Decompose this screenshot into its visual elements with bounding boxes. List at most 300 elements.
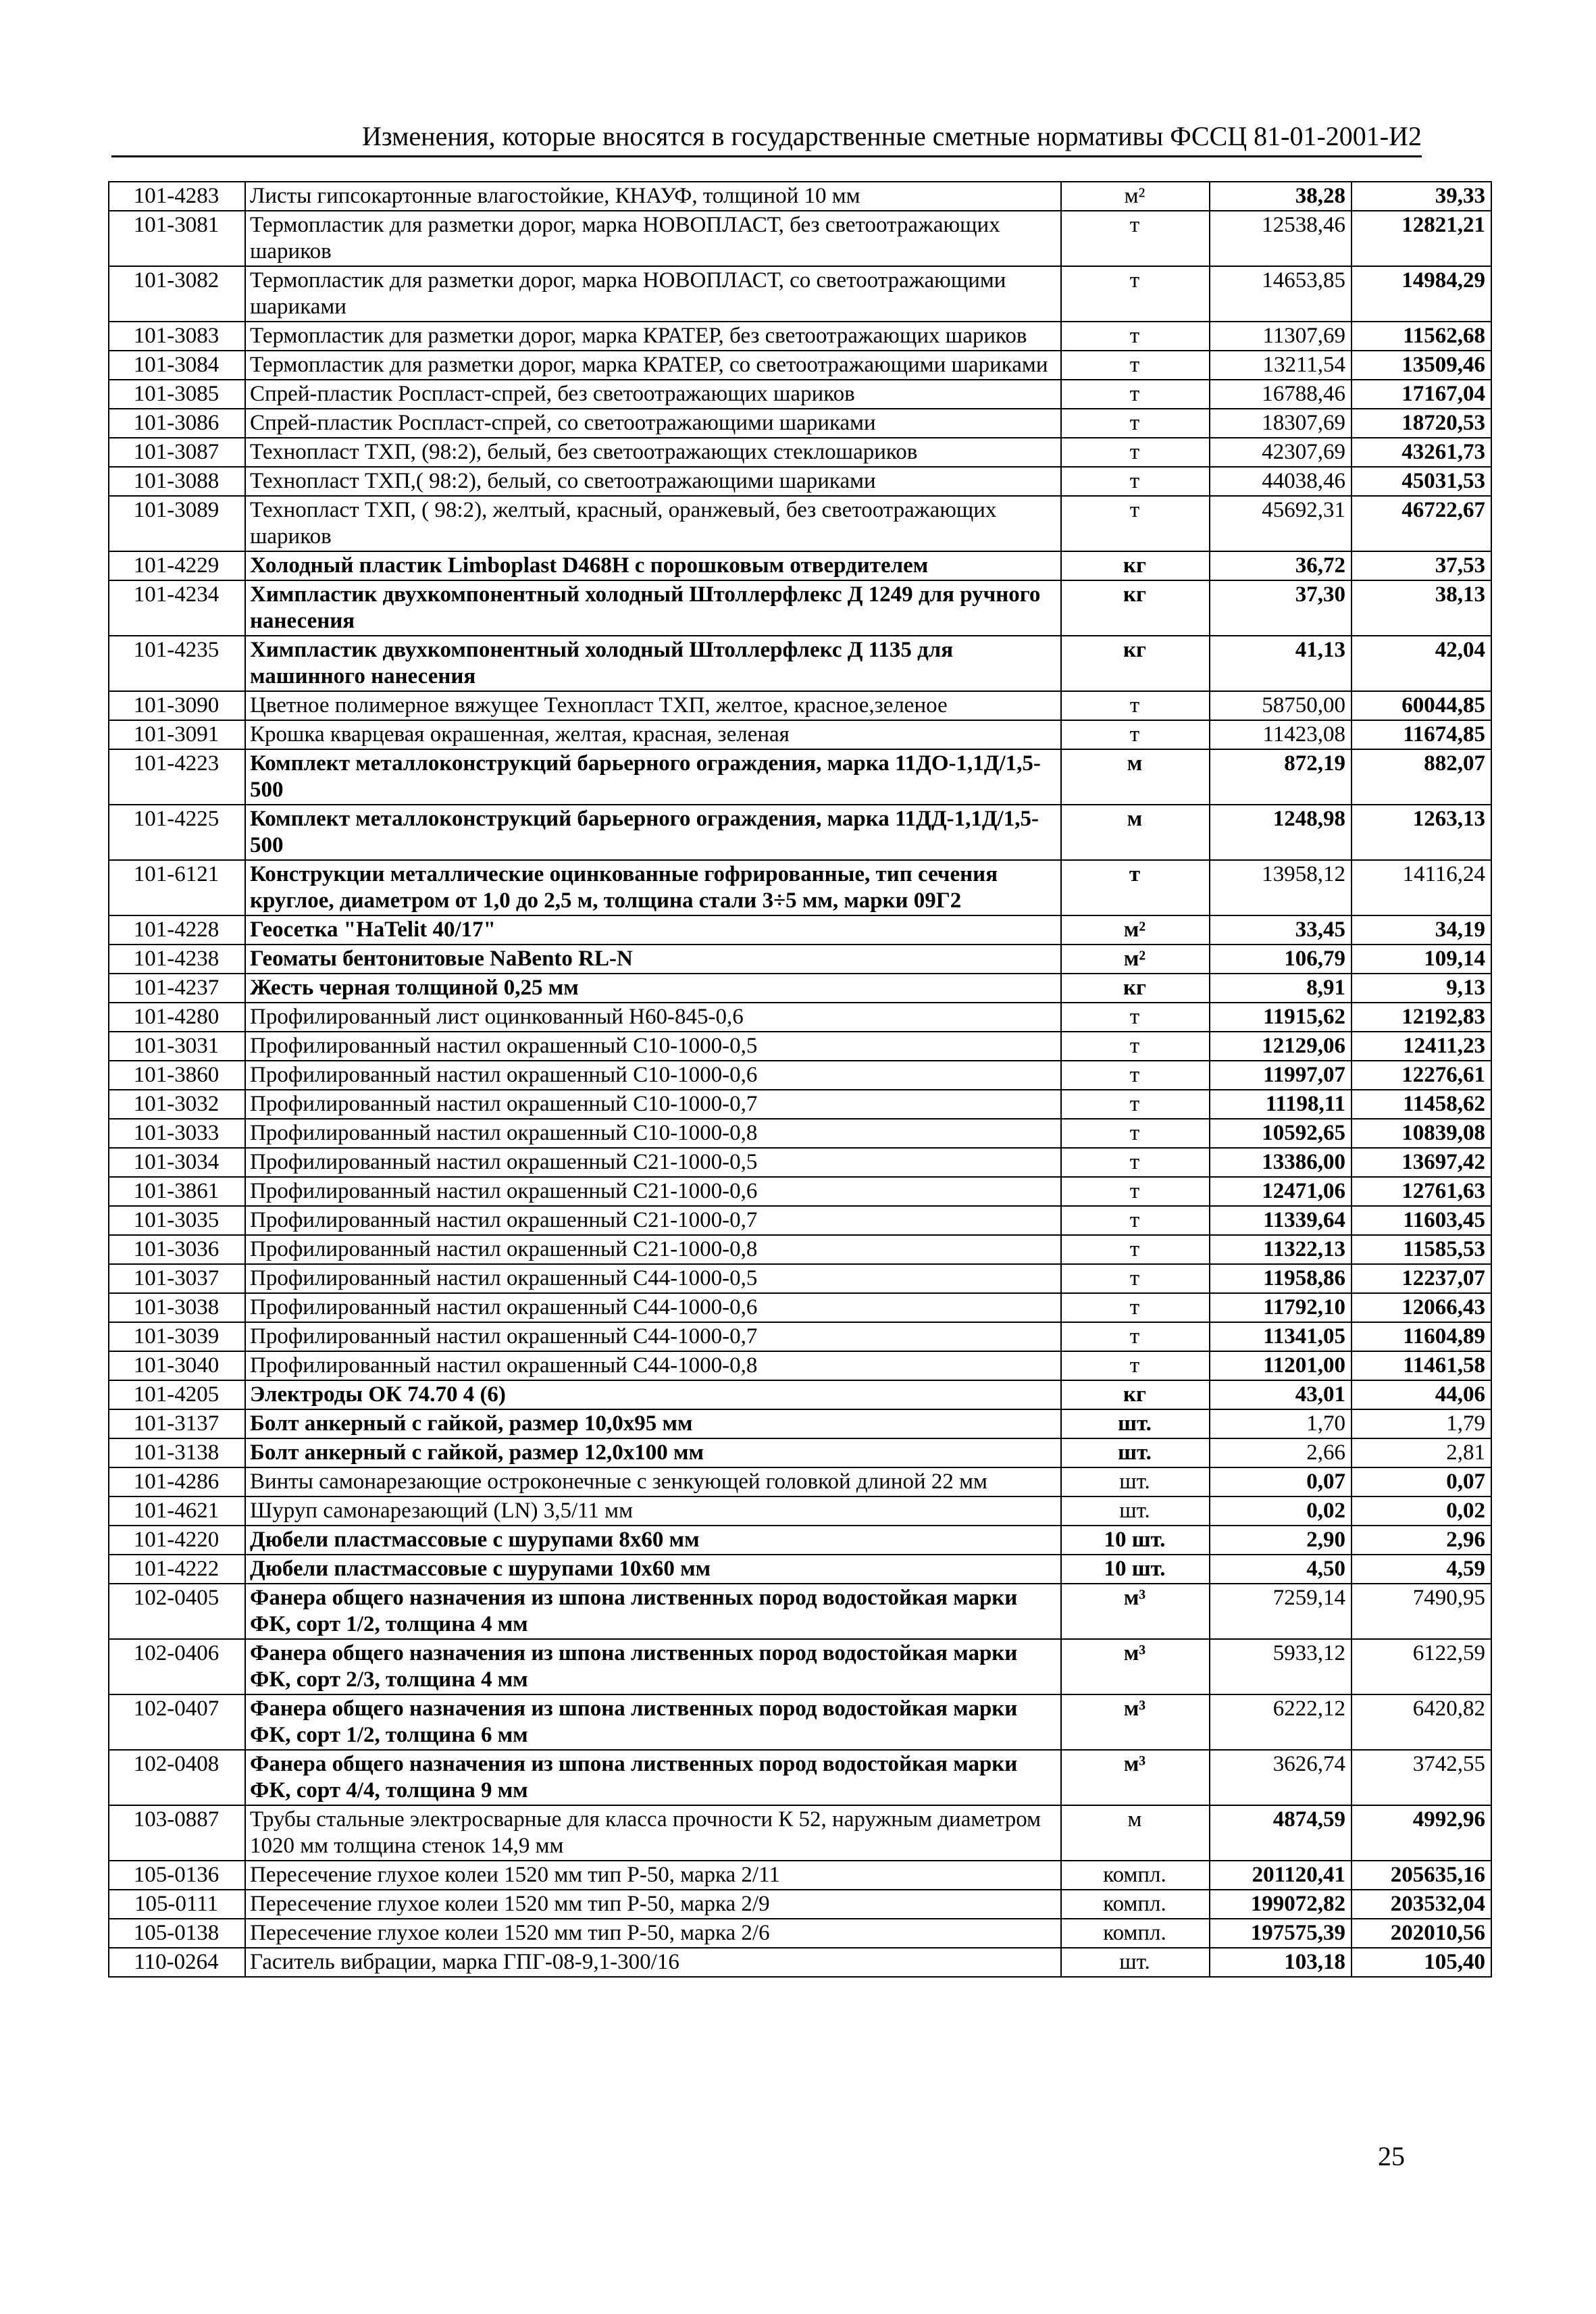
cell-price-current: 1,70 [1210, 1409, 1352, 1438]
cell-price-current: 13211,54 [1210, 351, 1352, 380]
cell-price-new: 1,79 [1352, 1409, 1491, 1438]
cell-code: 105-0111 [109, 1890, 245, 1919]
cell-code: 101-3033 [109, 1119, 245, 1148]
cell-unit: м [1061, 749, 1210, 805]
cell-unit: т [1061, 1119, 1210, 1148]
table-row [109, 1750, 1491, 1805]
cell-unit: м² [1061, 915, 1210, 945]
cell-price-current: 3626,74 [1210, 1750, 1352, 1805]
cell-unit: т [1061, 496, 1210, 551]
cell-price-current: 199072,82 [1210, 1890, 1352, 1919]
cell-unit: 10 шт. [1061, 1555, 1210, 1584]
cell-code: 101-4225 [109, 805, 245, 860]
cell-name: Фанера общего назначения из шпона лиственных пород водостойкая марки ФК, сорт 1/2, толщина 6 мм [245, 1694, 1061, 1750]
cell-code: 101-3032 [109, 1090, 245, 1119]
cell-code: 102-0408 [109, 1750, 245, 1805]
cell-price-new: 105,40 [1352, 1948, 1491, 1977]
cell-name: Профилированный настил окрашенный С44-1000-0,8 [245, 1351, 1061, 1380]
cell-price-current: 12471,06 [1210, 1177, 1352, 1206]
cell-price-new: 6420,82 [1352, 1694, 1491, 1750]
cell-name: Болт анкерный с гайкой, размер 10,0х95 мм [245, 1409, 1061, 1438]
cell-price-new: 11604,89 [1352, 1322, 1491, 1351]
cell-name: Пересечение глухое колеи 1520 мм тип Р-50, марка 2/6 [245, 1919, 1061, 1948]
cell-price-current: 7259,14 [1210, 1584, 1352, 1639]
cell-price-new: 0,02 [1352, 1496, 1491, 1526]
cell-code: 101-4237 [109, 974, 245, 1003]
table-row [109, 1148, 1491, 1177]
cell-name: Термопластик для разметки дорог, марка КРАТЕР, без светоотражающих шариков [245, 322, 1061, 351]
cell-price-current: 43,01 [1210, 1380, 1352, 1409]
cell-price-current: 13958,12 [1210, 860, 1352, 915]
table-row [109, 1177, 1491, 1206]
cell-price-new: 4992,96 [1352, 1805, 1491, 1861]
cell-code: 101-3137 [109, 1409, 245, 1438]
cell-price-current: 11792,10 [1210, 1293, 1352, 1322]
cell-price-new: 14116,24 [1352, 860, 1491, 915]
cell-code: 101-3031 [109, 1032, 245, 1061]
table-row [109, 1322, 1491, 1351]
cell-price-new: 13697,42 [1352, 1148, 1491, 1177]
cell-price-current: 11339,64 [1210, 1206, 1352, 1235]
cell-price-current: 38,28 [1210, 182, 1352, 211]
cell-unit: кг [1061, 974, 1210, 1003]
cell-unit: т [1061, 1351, 1210, 1380]
cell-price-new: 11458,62 [1352, 1090, 1491, 1119]
cell-name: Фанера общего назначения из шпона лиственных пород водостойкая марки ФК, сорт 4/4, толщина 9 мм [245, 1750, 1061, 1805]
table-row [109, 1293, 1491, 1322]
cell-name: Технопласт ТХП,( 98:2), белый, со светоотражающими шариками [245, 467, 1061, 496]
price-table-body [109, 182, 1491, 1977]
cell-price-current: 2,90 [1210, 1526, 1352, 1555]
cell-price-new: 12411,23 [1352, 1032, 1491, 1061]
cell-unit: т [1061, 1206, 1210, 1235]
cell-price-current: 11341,05 [1210, 1322, 1352, 1351]
cell-name: Профилированный лист оцинкованный Н60-845-0,6 [245, 1003, 1061, 1032]
cell-code: 101-3082 [109, 266, 245, 322]
cell-price-new: 12066,43 [1352, 1293, 1491, 1322]
cell-price-new: 43261,73 [1352, 438, 1491, 467]
table-row [109, 1639, 1491, 1694]
cell-unit: т [1061, 409, 1210, 438]
cell-price-current: 4,50 [1210, 1555, 1352, 1584]
table-row [109, 467, 1491, 496]
table-row [109, 720, 1491, 749]
cell-name: Профилированный настил окрашенный С21-1000-0,6 [245, 1177, 1061, 1206]
cell-price-new: 34,19 [1352, 915, 1491, 945]
table-row [109, 1380, 1491, 1409]
cell-price-current: 12538,46 [1210, 211, 1352, 266]
cell-price-new: 10839,08 [1352, 1119, 1491, 1148]
cell-price-current: 5933,12 [1210, 1639, 1352, 1694]
cell-name: Профилированный настил окрашенный С10-1000-0,6 [245, 1061, 1061, 1090]
table-row [109, 860, 1491, 915]
cell-code: 101-4229 [109, 551, 245, 580]
cell-name: Технопласт ТХП, (98:2), белый, без светоотражающих стеклошариков [245, 438, 1061, 467]
cell-unit: компл. [1061, 1890, 1210, 1919]
table-row [109, 1805, 1491, 1861]
cell-price-current: 10592,65 [1210, 1119, 1352, 1148]
table-row [109, 551, 1491, 580]
cell-price-new: 6122,59 [1352, 1639, 1491, 1694]
cell-code: 102-0406 [109, 1639, 245, 1694]
cell-name: Химпластик двухкомпонентный холодный Штоллерфлекс Д 1135 для машинного нанесения [245, 636, 1061, 691]
cell-price-current: 37,30 [1210, 580, 1352, 636]
cell-price-new: 109,14 [1352, 945, 1491, 974]
cell-price-current: 103,18 [1210, 1948, 1352, 1977]
cell-name: Термопластик для разметки дорог, марка НОВОПЛАСТ, со светоотражающими шариками [245, 266, 1061, 322]
cell-price-new: 14984,29 [1352, 266, 1491, 322]
cell-price-new: 4,59 [1352, 1555, 1491, 1584]
cell-price-current: 11915,62 [1210, 1003, 1352, 1032]
cell-price-new: 38,13 [1352, 580, 1491, 636]
table-row [109, 380, 1491, 409]
cell-name: Цветное полимерное вяжущее Технопласт ТХП, желтое, красное,зеленое [245, 691, 1061, 720]
cell-price-new: 205635,16 [1352, 1861, 1491, 1890]
cell-code: 101-6121 [109, 860, 245, 915]
cell-code: 101-3086 [109, 409, 245, 438]
cell-name: Трубы стальные электросварные для класса прочности К 52, наружным диаметром 1020 мм толщина стенок 14,9 мм [245, 1805, 1061, 1861]
cell-unit: шт. [1061, 1496, 1210, 1526]
cell-unit: т [1061, 860, 1210, 915]
cell-unit: т [1061, 1177, 1210, 1206]
cell-name: Термопластик для разметки дорог, марка НОВОПЛАСТ, без светоотражающих шариков [245, 211, 1061, 266]
table-row [109, 409, 1491, 438]
cell-price-current: 14653,85 [1210, 266, 1352, 322]
cell-name: Конструкции металлические оцинкованные гофрированные, тип сечения круглое, диаметром от 1,0 до 2,5 м, толщина стали 3÷5 мм, марки 09Г2 [245, 860, 1061, 915]
cell-price-current: 197575,39 [1210, 1919, 1352, 1948]
cell-code: 105-0136 [109, 1861, 245, 1890]
cell-price-new: 42,04 [1352, 636, 1491, 691]
table-row [109, 1206, 1491, 1235]
cell-code: 101-3861 [109, 1177, 245, 1206]
cell-unit: т [1061, 351, 1210, 380]
cell-price-new: 202010,56 [1352, 1919, 1491, 1948]
cell-price-new: 11585,53 [1352, 1235, 1491, 1264]
cell-name: Геосетка "HaTelit 40/17" [245, 915, 1061, 945]
cell-price-current: 11307,69 [1210, 322, 1352, 351]
cell-code: 102-0405 [109, 1584, 245, 1639]
cell-code: 101-3091 [109, 720, 245, 749]
cell-code: 101-3083 [109, 322, 245, 351]
cell-unit: т [1061, 720, 1210, 749]
cell-code: 101-4286 [109, 1467, 245, 1496]
cell-code: 101-3036 [109, 1235, 245, 1264]
cell-price-current: 41,13 [1210, 636, 1352, 691]
cell-price-new: 1263,13 [1352, 805, 1491, 860]
cell-code: 101-3035 [109, 1206, 245, 1235]
cell-price-new: 13509,46 [1352, 351, 1491, 380]
table-row [109, 351, 1491, 380]
cell-unit: т [1061, 211, 1210, 266]
cell-code: 110-0264 [109, 1948, 245, 1977]
cell-code: 101-3087 [109, 438, 245, 467]
table-row [109, 1090, 1491, 1119]
cell-unit: кг [1061, 1380, 1210, 1409]
cell-code: 101-3085 [109, 380, 245, 409]
cell-code: 101-3860 [109, 1061, 245, 1090]
cell-price-current: 0,02 [1210, 1496, 1352, 1526]
cell-unit: т [1061, 1235, 1210, 1264]
table-row [109, 496, 1491, 551]
cell-name: Жесть черная толщиной 0,25 мм [245, 974, 1061, 1003]
cell-unit: т [1061, 438, 1210, 467]
cell-price-current: 1248,98 [1210, 805, 1352, 860]
table-row [109, 322, 1491, 351]
table-row [109, 915, 1491, 945]
cell-price-current: 201120,41 [1210, 1861, 1352, 1890]
cell-price-current: 11423,08 [1210, 720, 1352, 749]
table-row [109, 1003, 1491, 1032]
cell-code: 101-3081 [109, 211, 245, 266]
table-row [109, 974, 1491, 1003]
cell-code: 101-4280 [109, 1003, 245, 1032]
cell-code: 101-4235 [109, 636, 245, 691]
cell-code: 101-3039 [109, 1322, 245, 1351]
cell-price-current: 45692,31 [1210, 496, 1352, 551]
cell-name: Профилированный настил окрашенный С21-1000-0,8 [245, 1235, 1061, 1264]
cell-unit: м² [1061, 182, 1210, 211]
cell-unit: м³ [1061, 1750, 1210, 1805]
table-row [109, 182, 1491, 211]
table-row [109, 1555, 1491, 1584]
cell-unit: м [1061, 1805, 1210, 1861]
cell-price-new: 45031,53 [1352, 467, 1491, 496]
cell-code: 101-4223 [109, 749, 245, 805]
cell-code: 101-3034 [109, 1148, 245, 1177]
cell-name: Профилированный настил окрашенный С21-1000-0,7 [245, 1206, 1061, 1235]
cell-price-current: 2,66 [1210, 1438, 1352, 1467]
cell-unit: м² [1061, 945, 1210, 974]
cell-unit: шт. [1061, 1948, 1210, 1977]
cell-unit: т [1061, 467, 1210, 496]
cell-name: Спрей-пластик Роспласт-спрей, без светоотражающих шариков [245, 380, 1061, 409]
cell-price-current: 44038,46 [1210, 467, 1352, 496]
cell-price-new: 39,33 [1352, 182, 1491, 211]
page-number: 25 [1378, 2141, 1405, 2171]
cell-price-current: 11201,00 [1210, 1351, 1352, 1380]
cell-price-new: 12276,61 [1352, 1061, 1491, 1090]
cell-price-new: 11674,85 [1352, 720, 1491, 749]
cell-price-current: 11198,11 [1210, 1090, 1352, 1119]
cell-code: 101-4621 [109, 1496, 245, 1526]
table-row [109, 1061, 1491, 1090]
cell-price-new: 9,13 [1352, 974, 1491, 1003]
cell-name: Химпластик двухкомпонентный холодный Штоллерфлекс Д 1249 для ручного нанесения [245, 580, 1061, 636]
cell-name: Профилированный настил окрашенный С10-1000-0,8 [245, 1119, 1061, 1148]
cell-code: 103-0887 [109, 1805, 245, 1861]
cell-name: Крошка кварцевая окрашенная, желтая, красная, зеленая [245, 720, 1061, 749]
cell-unit: т [1061, 1003, 1210, 1032]
cell-unit: т [1061, 1148, 1210, 1177]
cell-price-new: 11461,58 [1352, 1351, 1491, 1380]
cell-code: 102-0407 [109, 1694, 245, 1750]
table-row [109, 580, 1491, 636]
cell-name: Фанера общего назначения из шпона лиственных пород водостойкая марки ФК, сорт 2/3, толщина 4 мм [245, 1639, 1061, 1694]
cell-name: Винты самонарезающие остроконечные с зенкующей головкой длиной 22 мм [245, 1467, 1061, 1496]
cell-price-new: 11562,68 [1352, 322, 1491, 351]
cell-code: 101-3037 [109, 1264, 245, 1293]
table-row [109, 945, 1491, 974]
cell-unit: т [1061, 1322, 1210, 1351]
table-row [109, 1409, 1491, 1438]
cell-code: 101-4238 [109, 945, 245, 974]
cell-unit: т [1061, 1264, 1210, 1293]
cell-code: 101-4205 [109, 1380, 245, 1409]
table-row [109, 1264, 1491, 1293]
cell-unit: м³ [1061, 1584, 1210, 1639]
table-row [109, 1694, 1491, 1750]
table-row [109, 1032, 1491, 1061]
cell-name: Термопластик для разметки дорог, марка КРАТЕР, со светоотражающими шариками [245, 351, 1061, 380]
cell-unit: м³ [1061, 1694, 1210, 1750]
cell-name: Листы гипсокартонные влагостойкие, КНАУФ, толщиной 10 мм [245, 182, 1061, 211]
cell-unit: кг [1061, 551, 1210, 580]
table-row [109, 805, 1491, 860]
cell-price-new: 46722,67 [1352, 496, 1491, 551]
cell-price-current: 42307,69 [1210, 438, 1352, 467]
cell-price-current: 13386,00 [1210, 1148, 1352, 1177]
cell-code: 101-3040 [109, 1351, 245, 1380]
cell-price-current: 18307,69 [1210, 409, 1352, 438]
cell-unit: компл. [1061, 1861, 1210, 1890]
cell-name: Болт анкерный с гайкой, размер 12,0х100 мм [245, 1438, 1061, 1467]
cell-price-current: 12129,06 [1210, 1032, 1352, 1061]
cell-unit: т [1061, 1061, 1210, 1090]
cell-price-new: 12192,83 [1352, 1003, 1491, 1032]
cell-unit: шт. [1061, 1438, 1210, 1467]
table-row [109, 266, 1491, 322]
cell-name: Дюбели пластмассовые с шурупами 10х60 мм [245, 1555, 1061, 1584]
cell-code: 101-4283 [109, 182, 245, 211]
cell-unit: м [1061, 805, 1210, 860]
table-row [109, 1351, 1491, 1380]
cell-price-current: 872,19 [1210, 749, 1352, 805]
cell-price-new: 0,07 [1352, 1467, 1491, 1496]
cell-name: Профилированный настил окрашенный С44-1000-0,5 [245, 1264, 1061, 1293]
cell-name: Комплект металлоконструкций барьерного ограждения, марка 11ДО-1,1Д/1,5-500 [245, 749, 1061, 805]
table-row [109, 749, 1491, 805]
table-row [109, 1235, 1491, 1264]
table-row [109, 1119, 1491, 1148]
cell-unit: кг [1061, 636, 1210, 691]
cell-price-new: 7490,95 [1352, 1584, 1491, 1639]
cell-name: Шуруп самонарезающий (LN) 3,5/11 мм [245, 1496, 1061, 1526]
cell-code: 101-3088 [109, 467, 245, 496]
cell-unit: 10 шт. [1061, 1526, 1210, 1555]
table-row [109, 636, 1491, 691]
cell-name: Профилированный настил окрашенный С10-1000-0,7 [245, 1090, 1061, 1119]
cell-price-new: 203532,04 [1352, 1890, 1491, 1919]
cell-code: 101-3089 [109, 496, 245, 551]
cell-code: 101-4234 [109, 580, 245, 636]
cell-price-current: 0,07 [1210, 1467, 1352, 1496]
cell-code: 105-0138 [109, 1919, 245, 1948]
cell-name: Профилированный настил окрашенный С21-1000-0,5 [245, 1148, 1061, 1177]
cell-name: Технопласт ТХП, ( 98:2), желтый, красный, оранжевый, без светоотражающих шариков [245, 496, 1061, 551]
cell-unit: т [1061, 691, 1210, 720]
cell-price-current: 11322,13 [1210, 1235, 1352, 1264]
cell-price-current: 58750,00 [1210, 691, 1352, 720]
cell-name: Электроды ОК 74.70 4 (6) [245, 1380, 1061, 1409]
cell-price-new: 17167,04 [1352, 380, 1491, 409]
cell-code: 101-3038 [109, 1293, 245, 1322]
cell-price-new: 882,07 [1352, 749, 1491, 805]
cell-name: Комплект металлоконструкций барьерного ограждения, марка 11ДД-1,1Д/1,5-500 [245, 805, 1061, 860]
cell-code: 101-3138 [109, 1438, 245, 1467]
cell-name: Холодный пластик Limboplast D468H с порошковым отвердителем [245, 551, 1061, 580]
page-header: Изменения, которые вносятся в государственные сметные нормативы ФССЦ 81-01-2001-И2 [111, 120, 1422, 157]
cell-name: Геоматы бентонитовые NaBento RL-N [245, 945, 1061, 974]
table-row [109, 1919, 1491, 1948]
cell-unit: т [1061, 266, 1210, 322]
cell-price-current: 11997,07 [1210, 1061, 1352, 1090]
cell-unit: кг [1061, 580, 1210, 636]
cell-unit: шт. [1061, 1409, 1210, 1438]
cell-name: Фанера общего назначения из шпона лиственных пород водостойкая марки ФК, сорт 1/2, толщина 4 мм [245, 1584, 1061, 1639]
cell-unit: т [1061, 380, 1210, 409]
cell-price-current: 6222,12 [1210, 1694, 1352, 1750]
price-table [108, 181, 1492, 1978]
cell-code: 101-3084 [109, 351, 245, 380]
cell-unit: т [1061, 1032, 1210, 1061]
table-row [109, 211, 1491, 266]
cell-price-new: 60044,85 [1352, 691, 1491, 720]
cell-price-new: 37,53 [1352, 551, 1491, 580]
cell-price-current: 106,79 [1210, 945, 1352, 974]
cell-price-current: 36,72 [1210, 551, 1352, 580]
cell-price-new: 11603,45 [1352, 1206, 1491, 1235]
cell-name: Спрей-пластик Роспласт-спрей, со светоотражающими шариками [245, 409, 1061, 438]
cell-price-current: 11958,86 [1210, 1264, 1352, 1293]
cell-unit: шт. [1061, 1467, 1210, 1496]
cell-code: 101-4222 [109, 1555, 245, 1584]
table-row [109, 1890, 1491, 1919]
table-row [109, 1496, 1491, 1526]
table-row [109, 1861, 1491, 1890]
cell-name: Профилированный настил окрашенный С44-1000-0,7 [245, 1322, 1061, 1351]
cell-price-new: 12761,63 [1352, 1177, 1491, 1206]
cell-price-new: 12237,07 [1352, 1264, 1491, 1293]
cell-price-new: 2,96 [1352, 1526, 1491, 1555]
table-row [109, 1526, 1491, 1555]
cell-name: Дюбели пластмассовые с шурупами 8х60 мм [245, 1526, 1061, 1555]
cell-price-new: 18720,53 [1352, 409, 1491, 438]
cell-code: 101-4220 [109, 1526, 245, 1555]
cell-unit: т [1061, 1090, 1210, 1119]
cell-price-new: 44,06 [1352, 1380, 1491, 1409]
table-row [109, 1584, 1491, 1639]
cell-name: Гаситель вибрации, марка ГПГ-08-9,1-300/16 [245, 1948, 1061, 1977]
cell-price-new: 3742,55 [1352, 1750, 1491, 1805]
table-row [109, 1438, 1491, 1467]
cell-name: Пересечение глухое колеи 1520 мм тип Р-50, марка 2/11 [245, 1861, 1061, 1890]
cell-code: 101-3090 [109, 691, 245, 720]
cell-price-current: 8,91 [1210, 974, 1352, 1003]
cell-price-new: 2,81 [1352, 1438, 1491, 1467]
cell-name: Профилированный настил окрашенный С10-1000-0,5 [245, 1032, 1061, 1061]
cell-unit: компл. [1061, 1919, 1210, 1948]
cell-price-current: 16788,46 [1210, 380, 1352, 409]
cell-code: 101-4228 [109, 915, 245, 945]
cell-price-new: 12821,21 [1352, 211, 1491, 266]
table-row [109, 691, 1491, 720]
table-row [109, 1948, 1491, 1977]
table-row [109, 438, 1491, 467]
cell-name: Пересечение глухое колеи 1520 мм тип Р-50, марка 2/9 [245, 1890, 1061, 1919]
cell-unit: т [1061, 1293, 1210, 1322]
cell-price-current: 4874,59 [1210, 1805, 1352, 1861]
cell-unit: т [1061, 322, 1210, 351]
